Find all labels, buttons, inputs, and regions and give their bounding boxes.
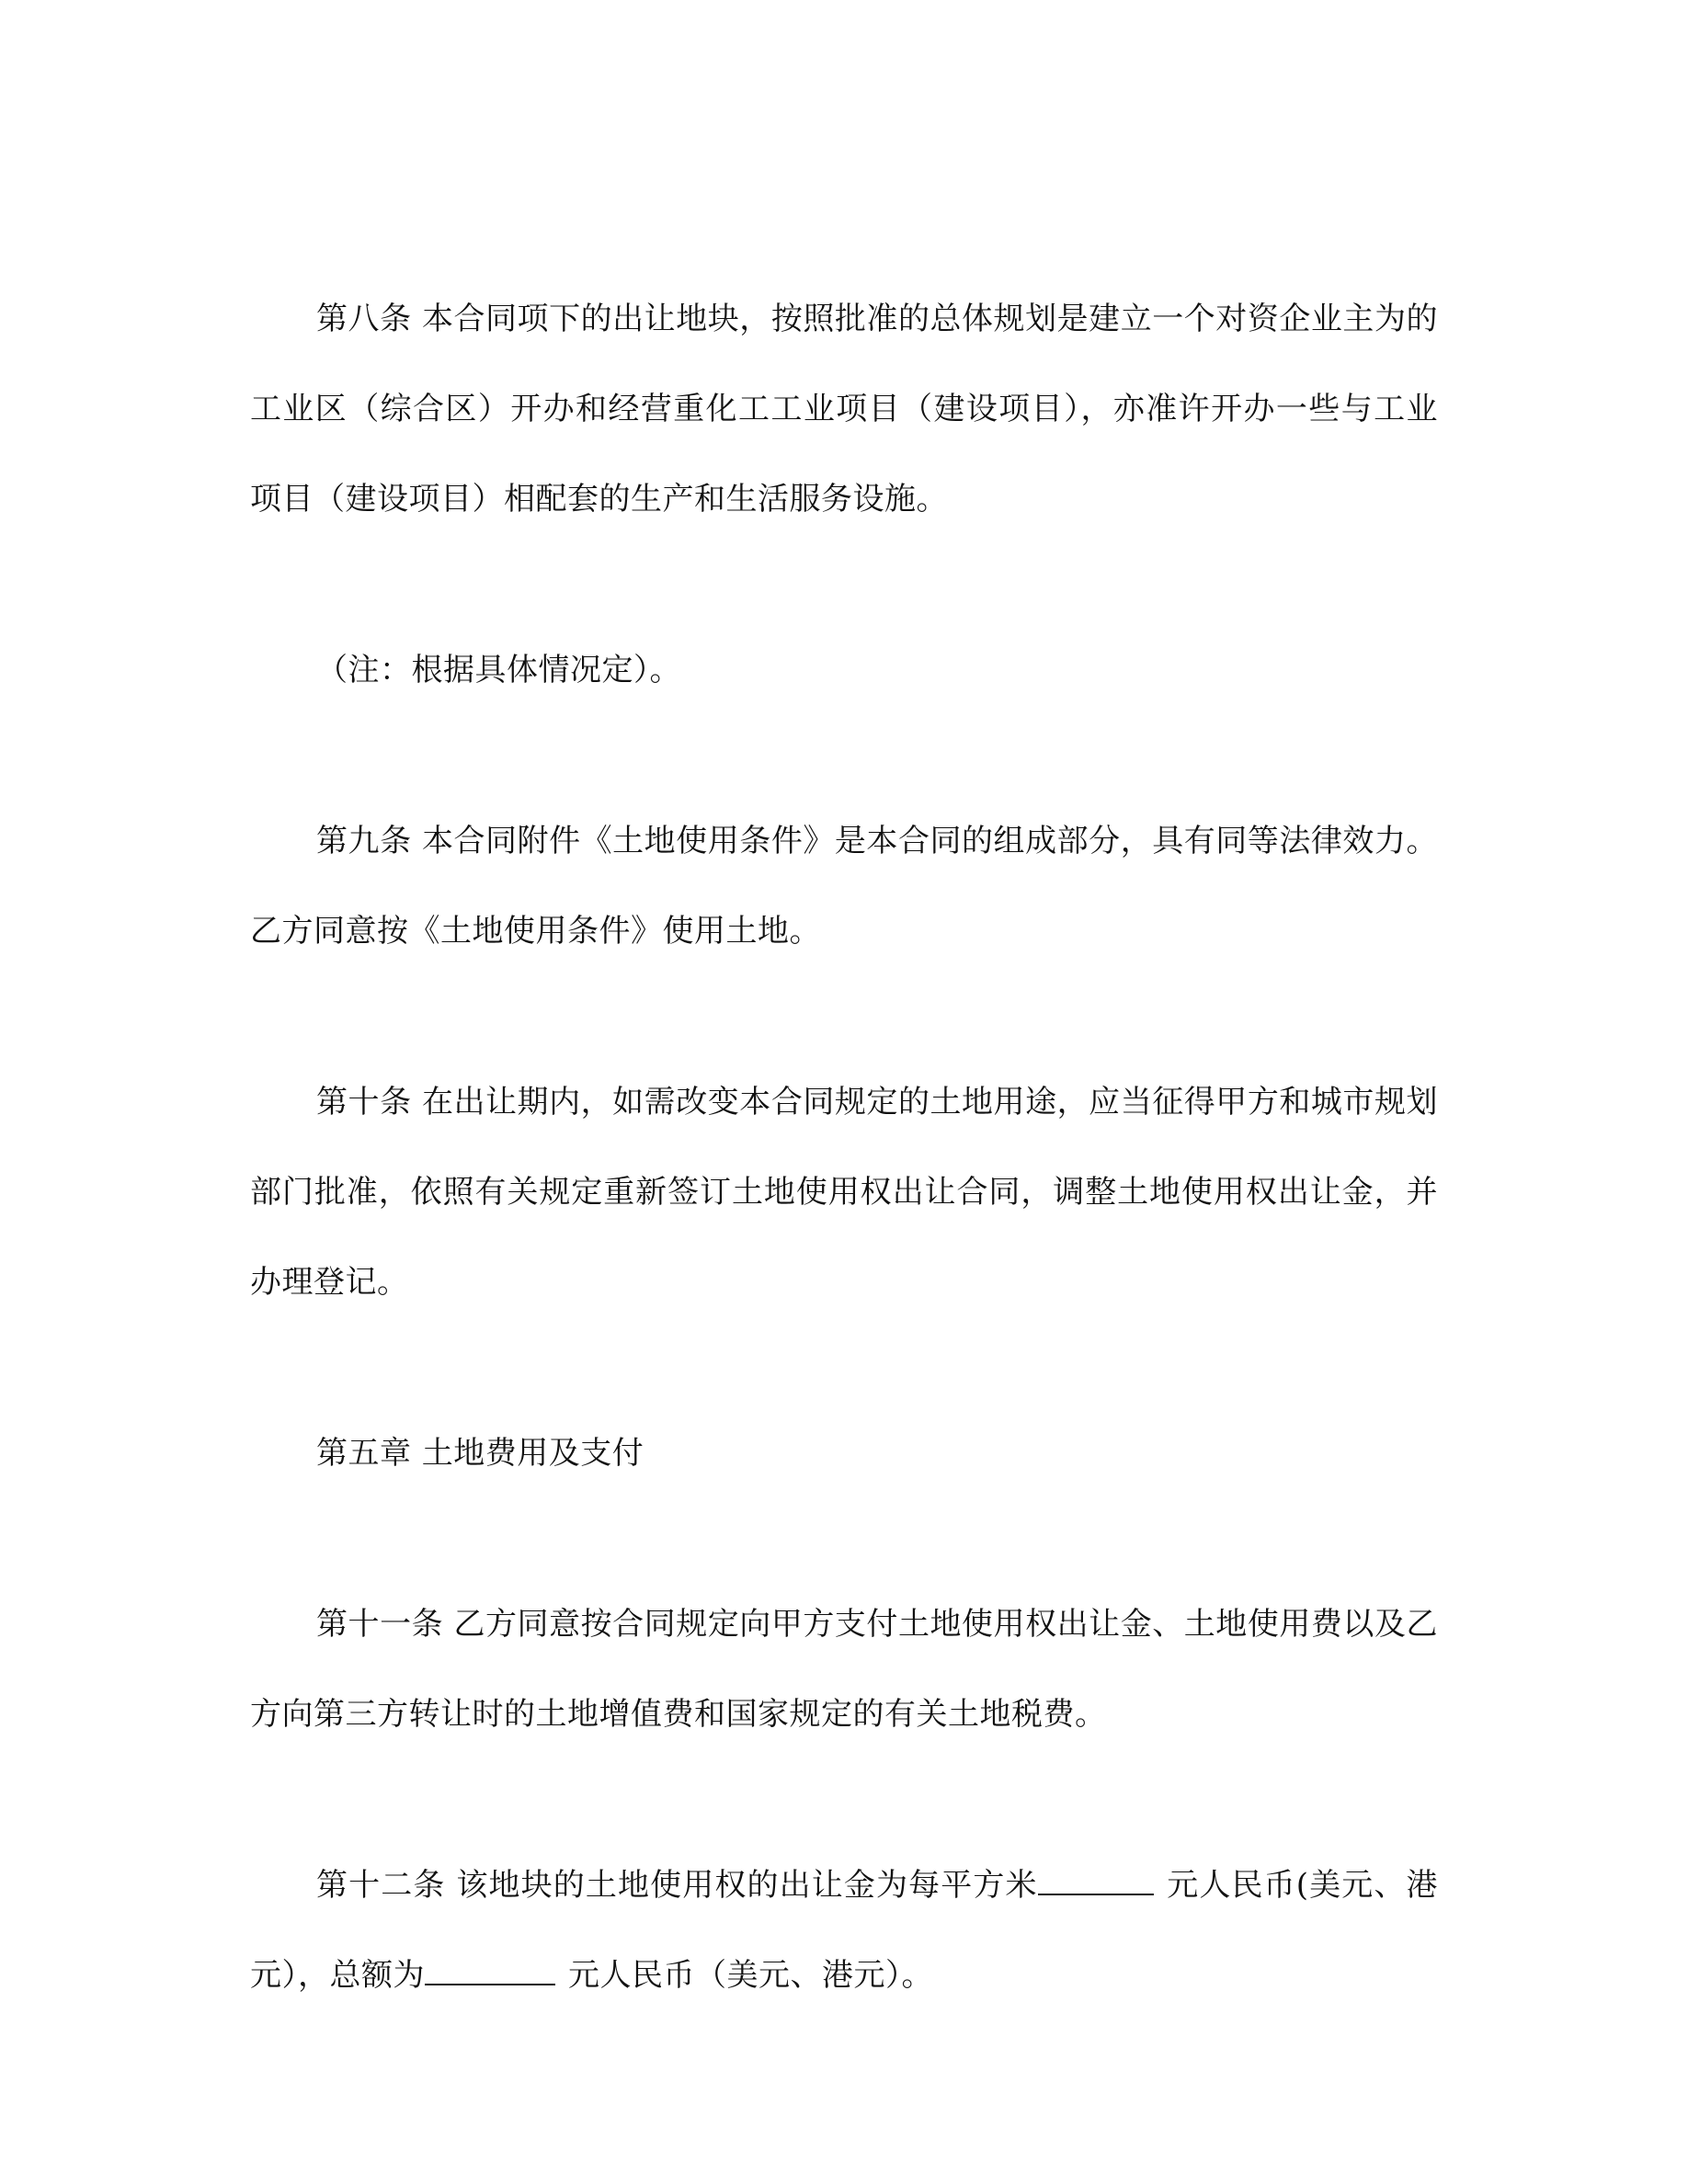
chapter-5-heading: 第五章 土地费用及支付 — [316, 1435, 644, 1472]
note: （注：根据具体情况定）。 — [316, 652, 681, 688]
unit-price-blank — [1038, 1868, 1154, 1895]
document-body — [250, 274, 1438, 2020]
article-12 — [250, 1840, 1438, 2020]
article-11: 第十一条 乙方同意按合同规定向甲方支付土地使用权出让金、土地使用费以及乙方向第三方转让时的土地增值费和国家规定的有关土地税费。 — [250, 1606, 1438, 1733]
article-12-part-1: 第十二条 该地块的土地使用权的出让金为每平方米 — [316, 1867, 1038, 1904]
article-10: 第十条 在出让期内，如需改变本合同规定的土地用途，应当征得甲方和城市规划部门批准，依照有关规定重新签订土地使用权出让合同，调整土地使用权出让金，并办理登记。 — [250, 1084, 1438, 1301]
article-9: 第九条 本合同附件《土地使用条件》是本合同的组成部分，具有同等法律效力。乙方同意按《土地使用条件》使用土地。 — [250, 823, 1438, 950]
article-8: 第八条 本合同项下的出让地块，按照批准的总体规划是建立一个对资企业主为的工业区（综合区）开办和经营重化工工业项目（建设项目），亦准许开办一些与工业项目（建设项目）相配套的生产和生活服务设施。 — [250, 301, 1438, 518]
article-12-part-2: 元人民币(美元、港元），总额为 — [250, 1867, 1438, 1994]
article-12-part-3: 元人民币（美元、港元）。 — [568, 1957, 933, 1994]
total-amount-blank — [425, 1958, 555, 1985]
